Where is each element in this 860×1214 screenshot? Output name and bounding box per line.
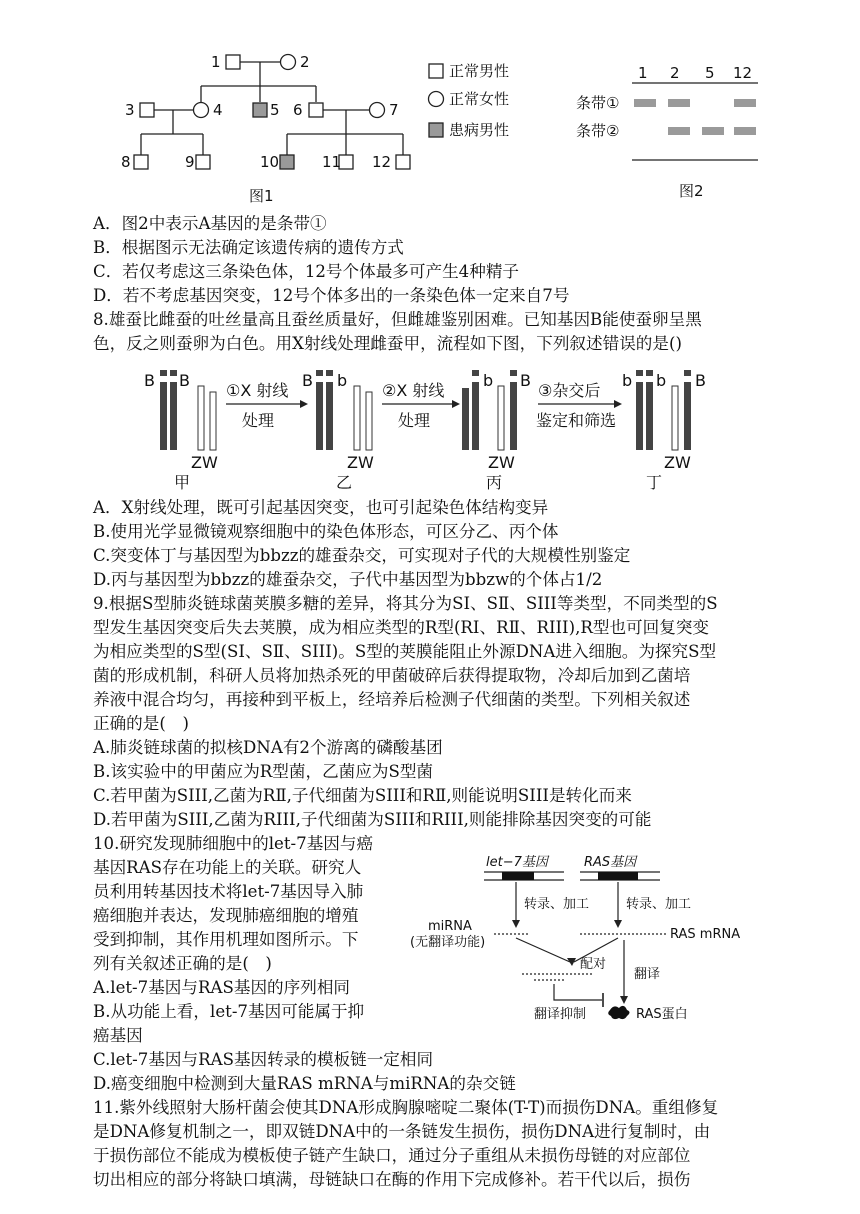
step-label: 鉴定和筛选 <box>536 411 617 430</box>
q8-option-d: D.丙与基因型为bbzz的雄蚕杂交，子代中基因型为bbzw的个体占1/2 <box>93 570 603 589</box>
q9-option-b: B.该实验中的甲菌应为R型菌，乙菌应为S型菌 <box>93 762 434 781</box>
pedigree-label: 3 <box>125 101 135 119</box>
pedigree-label: 12 <box>372 153 392 171</box>
pedigree-figure <box>115 48 535 208</box>
q9-stem-line: 9.根据S型肺炎链球菌荚膜多糖的差异，将其分为SI、SⅡ、SIII等类型，不同类型的S <box>93 594 718 613</box>
figure-caption: 图2 <box>679 182 704 200</box>
lane-label: 2 <box>670 64 680 82</box>
q8-option-b: B.使用光学显微镜观察细胞中的染色体形态，可区分乙、丙个体 <box>93 522 559 541</box>
mirna-note: (无翻译功能) <box>410 935 486 950</box>
q10-option-a: A.let-7基因与RAS基因的序列相同 <box>93 978 350 997</box>
gene-label: B <box>179 371 190 390</box>
step-label: ①X 射线 <box>226 381 289 400</box>
legend-normal-female: 正常女性 <box>449 90 510 108</box>
lane-label: 5 <box>705 64 715 82</box>
pair-label: 配对 <box>580 957 607 972</box>
chromosome-flow-figure <box>140 362 740 492</box>
step-label: 处理 <box>398 411 431 430</box>
step-label: ③杂交后 <box>538 381 601 400</box>
zw-label: ZW <box>488 453 515 472</box>
legend-affected-male: 患病男性 <box>449 121 510 139</box>
gene-label: B <box>302 371 313 390</box>
band <box>634 99 656 107</box>
zw-label: ZW <box>347 453 374 472</box>
gene-label: B <box>144 371 155 390</box>
zw-label: ZW <box>664 453 691 472</box>
figure-caption: 图1 <box>249 187 274 205</box>
lane-label: 1 <box>638 64 648 82</box>
gene-label: B <box>695 371 706 390</box>
band <box>668 127 690 135</box>
q10-stem-line: 列有关叙述正确的是( ) <box>93 954 272 973</box>
individual-label: 丁 <box>646 473 663 492</box>
transcribe-label: 转录、加工 <box>626 897 692 912</box>
band <box>734 99 756 107</box>
q8-option-c: C.突变体丁与基因型为bbzz的雄蚕杂交，可实现对子代的大规模性别鉴定 <box>93 546 631 565</box>
pedigree-label: 8 <box>121 153 131 171</box>
band-label: 条带② <box>576 122 620 140</box>
q7-option-b: B．根据图示无法确定该遗传病的遗传方式 <box>93 238 404 257</box>
lane-label: 12 <box>733 64 753 82</box>
let7-gene-label: let−7基因 <box>486 855 548 870</box>
q11-stem-line: 11.紫外线照射大肠杆菌会使其DNA形成胸腺嘧啶二聚体(T-T)而损伤DNA。重组修复 <box>93 1098 719 1117</box>
pedigree-label: 5 <box>270 101 280 119</box>
q9-option-a: A.肺炎链球菌的拟核DNA有2个游离的磷酸基团 <box>93 738 443 757</box>
q9-option-d: D.若甲菌为SIII,乙菌为RIII,子代细菌为SIII和RIII,则能排除基因突变的可能 <box>93 810 652 829</box>
gene-label: b <box>622 371 633 390</box>
individual-label: 丙 <box>486 473 503 492</box>
gene-label: b <box>337 371 348 390</box>
band <box>668 99 690 107</box>
q10-stem-line: 基因RAS存在功能上的关联。研究人 <box>93 858 362 877</box>
band-label: 条带① <box>576 94 620 112</box>
band <box>734 127 756 135</box>
q8-stem-line: 色，反之则蚕卵为白色。用X射线处理雌蚕甲，流程如下图，下列叙述错误的是() <box>93 334 682 353</box>
q10-option-c: C.let-7基因与RAS基因转录的模板链一定相同 <box>93 1050 434 1069</box>
zw-label: ZW <box>191 453 218 472</box>
band <box>702 127 724 135</box>
step-label: ②X 射线 <box>382 381 445 400</box>
q10-stem-line: 10.研究发现肺细胞中的let-7基因与癌 <box>93 834 374 853</box>
band-figure <box>572 56 762 206</box>
pedigree-label: 6 <box>293 101 303 119</box>
ras-gene-label: RAS基因 <box>584 855 637 870</box>
q11-stem-line: 是DNA修复机制之一，即双链DNA中的一条链发生损伤，损伤DNA进行复制时，由 <box>93 1122 711 1141</box>
q10-stem-line: 受到抑制，其作用机理如图所示。下 <box>93 930 359 949</box>
q8-stem-line: 8.雄蚕比雌蚕的吐丝量高且蚕丝质量好，但雌雄鉴别困难。已知基因B能使蚕卵呈黑 <box>93 310 702 329</box>
gene-label: B <box>520 371 531 390</box>
pedigree-label: 7 <box>389 101 399 119</box>
protein-icon <box>608 1006 629 1019</box>
q10-option-b: B.从功能上看，let-7基因可能属于抑 <box>93 1002 365 1021</box>
q7-option-d: D．若不考虑基因突变，12号个体多出的一条染色体一定来自7号 <box>93 286 570 305</box>
q10-option-d: D.癌变细胞中检测到大量RAS mRNA与miRNA的杂交链 <box>93 1074 516 1093</box>
protein-label: RAS蛋白 <box>636 1007 688 1022</box>
q9-option-c: C.若甲菌为SIII,乙菌为RⅡ,子代细菌为SIII和RⅡ,则能说明SIII是转化而来 <box>93 786 632 805</box>
mirna-mechanism-figure <box>404 850 754 1035</box>
ras-mrna-label: RAS mRNA <box>670 927 741 942</box>
q9-stem-line: 菌的形成机制，科研人员将加热杀死的甲菌破碎后获得提取物，冷却后加到乙菌培 <box>93 666 691 685</box>
q10-option-b-cont: 癌基因 <box>93 1026 143 1045</box>
q7-option-c: C．若仅考虑这三条染色体，12号个体最多可产生4种精子 <box>93 262 520 281</box>
gene-label: b <box>483 371 494 390</box>
step-label: 处理 <box>242 411 275 430</box>
q9-stem-line: 养液中混合均匀，再接种到平板上，经培养后检测子代细菌的类型。下列相关叙述 <box>93 690 691 709</box>
q10-stem-line: 员利用转基因技术将let-7基因导入肺 <box>93 882 364 901</box>
q9-stem-line: 为相应类型的S型(SI、SⅡ、SIII)。S型的荚膜能阻止外源DNA进入细胞。为探究S型 <box>93 642 717 661</box>
legend-normal-male: 正常男性 <box>449 62 510 80</box>
q11-stem-line: 于损伤部位不能成为模板使子链产生缺口，通过分子重组从未损伤母链的对应部位 <box>93 1146 691 1165</box>
individual-label: 甲 <box>174 473 191 492</box>
q7-option-a: A．图2中表示A基因的是条带① <box>93 214 327 233</box>
q8-option-a: A．X射线处理，既可引起基因突变，也可引起染色体结构变异 <box>93 498 549 517</box>
pedigree-label: 9 <box>185 153 195 171</box>
pedigree-label: 2 <box>300 53 310 71</box>
q9-stem-line: 正确的是( ) <box>93 714 189 733</box>
inhibit-label: 翻译抑制 <box>534 1007 587 1022</box>
q11-stem-line: 切出相应的部分将缺口填满，母链缺口在酶的作用下完成修补。若干代以后，损伤 <box>93 1170 691 1189</box>
mirna-label: miRNA <box>428 919 472 934</box>
transcribe-label: 转录、加工 <box>524 897 590 912</box>
pedigree-label: 10 <box>260 153 280 171</box>
gene-label: b <box>656 371 667 390</box>
q10-stem-line: 癌细胞并表达，发现肺癌细胞的增殖 <box>93 906 359 925</box>
individual-label: 乙 <box>336 473 353 492</box>
translate-label: 翻译 <box>634 967 661 982</box>
q9-stem-line: 型发生基因突变后失去荚膜，成为相应类型的R型(RI、RⅡ、RIII),R型也可回复突变 <box>93 618 710 637</box>
pedigree-label: 1 <box>211 53 221 71</box>
pedigree-label: 4 <box>213 101 223 119</box>
pedigree-label: 11 <box>322 153 342 171</box>
